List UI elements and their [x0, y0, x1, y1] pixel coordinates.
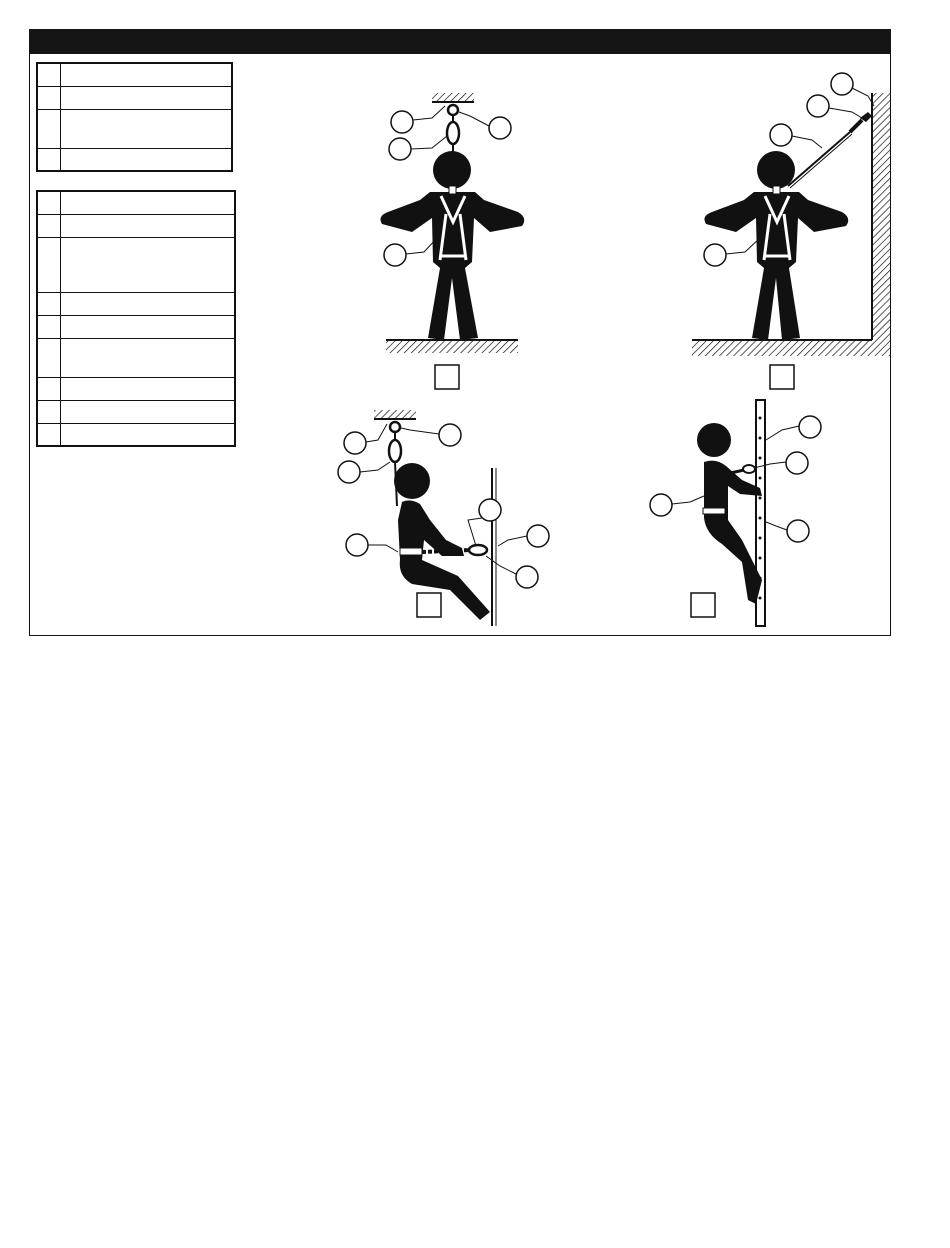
ceiling-anchor-surface: [374, 410, 416, 419]
dorsal-d-ring-icon: [773, 186, 780, 194]
callout-bubble: [527, 525, 549, 547]
callout-leader: [368, 545, 398, 552]
figure-label-box: [435, 365, 459, 389]
callout-bubble: [346, 534, 368, 556]
callout-leader: [672, 496, 704, 504]
figure-d: [650, 400, 821, 626]
callout-bubble: [787, 520, 809, 542]
worker-figure: [697, 423, 762, 604]
ladder-rung-hole: [759, 477, 762, 480]
callout-bubble: [391, 111, 413, 133]
ground-surface: [692, 340, 890, 356]
callout-leader: [360, 462, 390, 472]
srl-device-icon: [389, 440, 401, 462]
worker-figure: [704, 151, 848, 340]
body-belt: [400, 548, 422, 555]
callout-bubble: [831, 73, 853, 95]
ladder-sleeve-icon: [743, 465, 755, 473]
worker-head: [433, 151, 471, 189]
worker-head: [697, 423, 731, 457]
callout-leader: [852, 88, 874, 106]
ladder-rung-hole: [759, 557, 762, 560]
snap-hook-icon: [850, 120, 862, 132]
figure-b: [692, 73, 890, 389]
callout-bubble: [516, 566, 538, 588]
ladder-rung-hole: [759, 457, 762, 460]
lanyard-line: [790, 134, 852, 188]
callout-leader: [766, 522, 787, 530]
callout-leader: [401, 428, 439, 434]
callout-leader: [366, 424, 387, 442]
worker-body: [704, 192, 848, 340]
ladder-rung-hole: [759, 497, 762, 500]
figure-label-box: [417, 593, 441, 617]
callout-bubble: [799, 416, 821, 438]
callout-bubble: [338, 461, 360, 483]
ground-surface: [386, 340, 518, 353]
callout-leader: [459, 112, 489, 126]
callout-leader: [726, 238, 760, 254]
callout-leader: [486, 556, 516, 574]
callout-bubble: [704, 244, 726, 266]
callout-bubble: [770, 124, 792, 146]
srl-device-icon: [447, 122, 459, 144]
callout-bubble: [479, 499, 501, 521]
figure-label-box: [691, 593, 715, 617]
callout-leader: [411, 136, 447, 149]
figure-label-box: [770, 365, 794, 389]
ladder-rung-hole: [759, 437, 762, 440]
callout-leader: [468, 518, 482, 546]
worker-head: [394, 463, 430, 499]
worker-figure: [394, 463, 490, 620]
figure-a: [380, 93, 524, 389]
callout-bubble: [786, 452, 808, 474]
wall-surface: [872, 93, 890, 343]
ladder-rung-hole: [759, 417, 762, 420]
callout-bubble: [807, 95, 829, 117]
callout-bubble: [384, 244, 406, 266]
worker-figure: [380, 151, 524, 340]
ladder-rung-hole: [759, 597, 762, 600]
harness-belt: [703, 508, 725, 514]
worker-head: [757, 151, 795, 189]
callout-bubble: [344, 432, 366, 454]
dorsal-d-ring-icon: [449, 186, 456, 194]
callout-leader: [829, 108, 862, 118]
callout-leader: [766, 426, 799, 440]
anchor-connector-icon: [390, 422, 400, 432]
worker-body: [704, 461, 762, 604]
callout-bubble: [439, 424, 461, 446]
anchor-connector-icon: [448, 105, 458, 115]
ladder-rung-hole: [759, 537, 762, 540]
callout-leader: [792, 136, 822, 148]
callout-bubble: [389, 138, 411, 160]
ladder-rung-hole: [759, 517, 762, 520]
positioning-hook-icon: [469, 545, 487, 555]
callout-leader: [413, 106, 445, 120]
callout-bubble: [650, 494, 672, 516]
ceiling-anchor-surface: [432, 93, 474, 102]
callout-leader: [406, 238, 437, 254]
callout-bubble: [489, 117, 511, 139]
callout-leader: [498, 536, 527, 546]
figure-c: [338, 410, 549, 626]
lanyard-line: [788, 132, 850, 186]
worker-body: [380, 192, 524, 340]
